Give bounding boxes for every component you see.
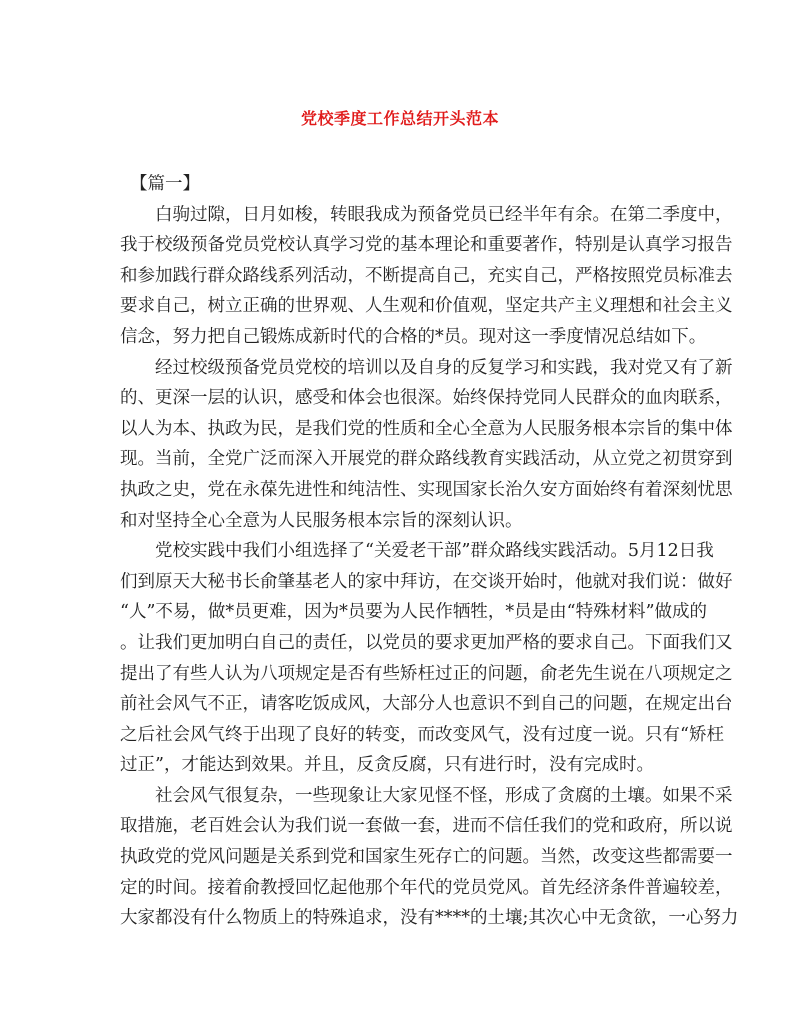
paragraph-line: 之后社会风气终于出现了良好的转变，而改变风气，没有过度一说。只有“矫枉 (120, 724, 724, 745)
paragraph-line: 党校实践中我们小组选择了“关爱老干部”群众路线实践活动。5月12日我 (155, 541, 714, 562)
paragraph-line: 现。当前，全党广泛而深入开展党的群众路线教育实践活动，从立党之初贯穿到 (120, 449, 733, 470)
paragraph-line: 定的时间。接着俞教授回忆起他那个年代的党员党风。首先经济条件普遍较差， (120, 877, 733, 898)
paragraph-line: 要求自己，树立正确的世界观、人生观和价值观，坚定共产主义理想和社会主义 (120, 296, 733, 317)
paragraph-line: 经过校级预备党员党校的培训以及自身的反复学习和实践，我对党又有了新 (155, 357, 733, 378)
paragraph-line: 以人为本、执政为民，是我们党的性质和全心全意为人民服务根本宗旨的集中体 (120, 418, 733, 439)
document-body (120, 169, 739, 934)
paragraph-line: 我于校级预备党员党校认真学习党的基本理论和重要著作，特别是认真学习报告 (120, 235, 733, 256)
paragraph-line: “人”不易，做*员更难，因为*员要为人民作牺牲，*员是由“特殊材料”做成的 (120, 602, 708, 623)
paragraph-line: 大家都没有什么物质上的特殊追求，没有****的土壤;其次心中无贪欲，一心努力 (120, 908, 739, 929)
paragraph-line: 信念，努力把自己锻炼成新时代的合格的*员。现对这一季度情况总结如下。 (120, 326, 707, 347)
paragraph-line: 的、更深一层的认识，感受和体会也很深。始终保持党同人民群众的血肉联系， (120, 388, 733, 409)
paragraph-line: 取措施，老百姓会认为我们说一套做一套，进而不信任我们的党和政府，所以说 (120, 816, 733, 837)
paragraph-line: 前社会风气不正，请客吃饭成风，大部分人也意识不到自己的问题，在规定出台 (120, 694, 733, 715)
paragraph-line: 。让我们更加明白自己的责任，以党员的要求更加严格的要求自己。下面我们又 (120, 632, 733, 653)
paragraph-line: 和对坚持全心全意为人民服务根本宗旨的深刻认识。 (120, 510, 523, 531)
section-heading: 【篇一】 (130, 174, 200, 194)
document-title: 党校季度工作总结开头范本 (300, 109, 499, 128)
paragraph-line: 提出了有些人认为八项规定是否有些矫枉过正的问题，俞老先生说在八项规定之 (120, 663, 733, 684)
paragraph-line: 过正”，才能达到效果。并且，反贪反腐，只有进行时，没有完成时。 (120, 755, 654, 776)
paragraph-line: 社会风气很复杂，一些现象让大家见怪不怪，形成了贪腐的土壤。如果不采 (155, 785, 733, 806)
paragraph-line: 和参加践行群众路线系列活动，不断提高自己，充实自己，严格按照党员标准去 (120, 265, 733, 286)
paragraph-line: 执政之史，党在永葆先进性和纯洁性、实现国家长治久安方面始终有着深刻忧思 (120, 479, 733, 500)
paragraph-line: 执政党的党风问题是关系到党和国家生死存亡的问题。当然，改变这些都需要一 (120, 847, 733, 868)
paragraph-line: 白驹过隙，日月如梭，转眼我成为预备党员已经半年有余。在第二季度中， (155, 204, 733, 225)
paragraph-line: 们到原天大秘书长俞肇基老人的家中拜访，在交谈开始时，他就对我们说：做好 (120, 571, 733, 592)
